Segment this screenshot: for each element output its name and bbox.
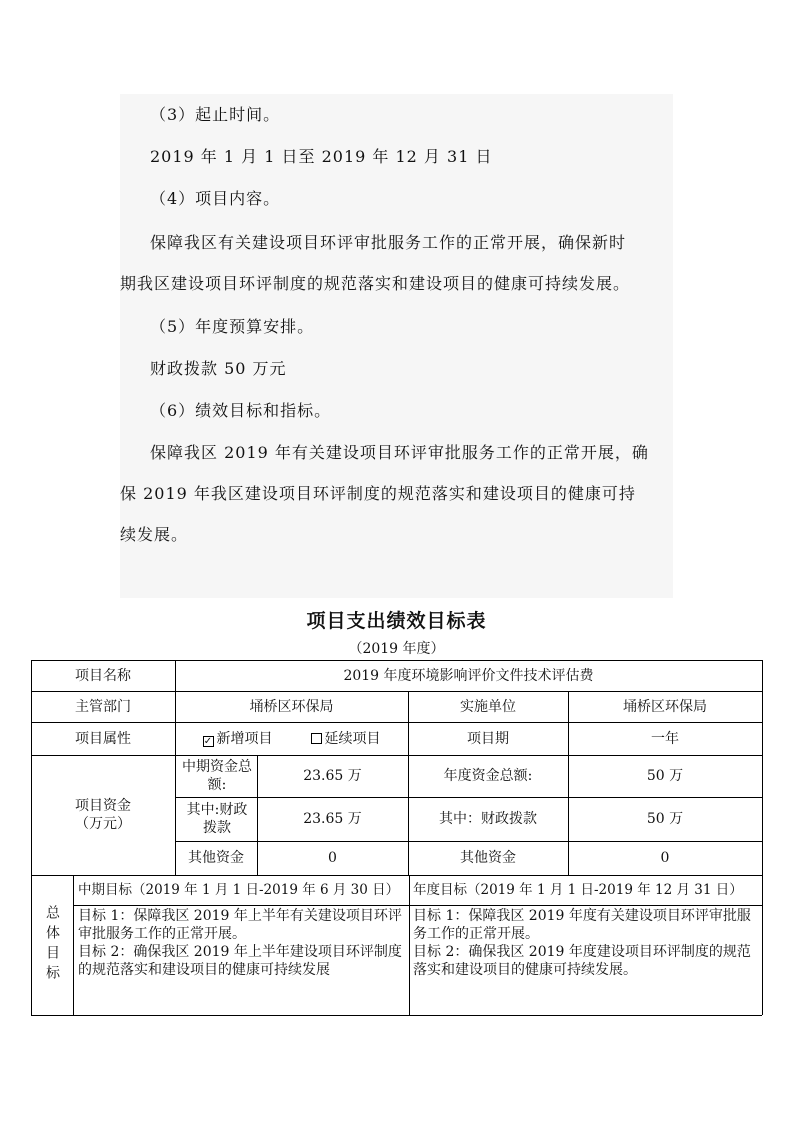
overall-goal-label-text: 总体目标 <box>44 905 60 985</box>
mid-goal-2: 目标 2：确保我区 2019 年上半年建设项目环评制度的规范落实和建设项目的健康可持续发展 <box>78 944 402 978</box>
mid-fiscal-label: 其中:财政拨款 <box>186 802 248 836</box>
mid-goal-header: 中期目标（2019 年 1 月 1 日-2019 年 6 月 30 日） <box>78 882 400 898</box>
year-goal-header: 年度目标（2019 年 1 月 1 日-2019 年 12 月 31 日） <box>413 882 743 898</box>
dept-value: 埇桥区环保局 <box>249 698 334 715</box>
dept-label: 主管部门 <box>75 698 131 715</box>
year-goal-2: 目标 2：确保我区 2019 年度建设项目环评制度的规范落实和建设项目的健康可持续发展。 <box>413 944 751 978</box>
attr-options <box>175 722 408 755</box>
mid-goal-content <box>78 907 406 1013</box>
checked-box-icon: ✓ <box>203 735 213 747</box>
project-name-value: 2019 年度环境影响评价文件技术评估费 <box>343 667 594 684</box>
unchecked-box-icon <box>311 733 322 744</box>
mid-other-label: 其他资金 <box>188 850 244 866</box>
overall-goal-label <box>31 875 73 1015</box>
paragraph-goals-line-3: 续发展。 <box>120 525 189 544</box>
funds-label <box>31 755 175 875</box>
mid-fiscal-value: 23.65 万 <box>303 811 362 827</box>
paragraph-content-line-1: 保障我区有关建设项目环评审批服务工作的正常开展，确保新时 <box>150 233 627 252</box>
checkbox-new-label: 新增项目 <box>216 730 273 747</box>
paragraph-budget: 财政拨款 50 万元 <box>150 359 287 378</box>
year-goal-content <box>413 907 759 1013</box>
year-other-value: 0 <box>660 850 670 866</box>
year-total-label: 年度资金总额: <box>443 768 533 784</box>
year-fiscal-value: 50 万 <box>646 811 684 827</box>
mid-total-value: 23.65 万 <box>303 768 362 784</box>
paragraph-heading-time: （3）起止时间。 <box>150 105 281 124</box>
mid-other-value: 0 <box>328 850 337 866</box>
attr-label: 项目属性 <box>75 730 131 747</box>
year-total-value: 50 万 <box>646 768 684 784</box>
mid-goal-1: 目标 1：保障我区 2019 年上半年有关建设项目环评审批服务工作的正常开展。 <box>78 908 402 942</box>
funds-label-line-2: （万元） <box>75 816 131 832</box>
checkbox-continued-label: 延续项目 <box>324 730 381 747</box>
year-fiscal-label: 其中：财政拨款 <box>439 811 537 827</box>
paragraph-time-range: 2019 年 1 月 1 日至 2019 年 12 月 31 日 <box>150 147 493 166</box>
paragraph-heading-content: （4）项目内容。 <box>150 189 281 208</box>
paragraph-content-line-2: 期我区建设项目环评制度的规范落实和建设项目的健康可持续发展。 <box>120 274 631 293</box>
checkbox-new-project[interactable] <box>203 730 273 748</box>
paragraph-heading-goals: （6）绩效目标和指标。 <box>150 401 332 420</box>
period-label: 项目期 <box>467 730 509 747</box>
impl-unit-label: 实施单位 <box>460 698 516 715</box>
table-subtitle: （2019 年度） <box>348 641 445 657</box>
paragraph-goals-line-1: 保障我区 2019 年有关建设项目环评审批服务工作的正常开展，确 <box>150 443 649 462</box>
checkbox-continued-project[interactable] <box>311 730 381 748</box>
funds-label-line-1: 项目资金 <box>75 798 131 814</box>
paragraph-goals-line-2: 保 2019 年我区建设项目环评制度的规范落实和建设项目的健康可持 <box>120 484 636 503</box>
project-name-label: 项目名称 <box>75 667 131 684</box>
year-other-label: 其他资金 <box>460 850 516 866</box>
text-background <box>120 94 673 598</box>
table-title: 项目支出绩效目标表 <box>306 610 487 632</box>
paragraph-heading-budget: （5）年度预算安排。 <box>150 317 315 336</box>
mid-total-label: 中期资金总额: <box>182 759 252 793</box>
period-value: 一年 <box>651 730 679 747</box>
year-goal-1: 目标 1：保障我区 2019 年度有关建设项目环评审批服务工作的正常开展。 <box>413 908 751 942</box>
impl-unit-value: 埇桥区环保局 <box>623 698 707 715</box>
